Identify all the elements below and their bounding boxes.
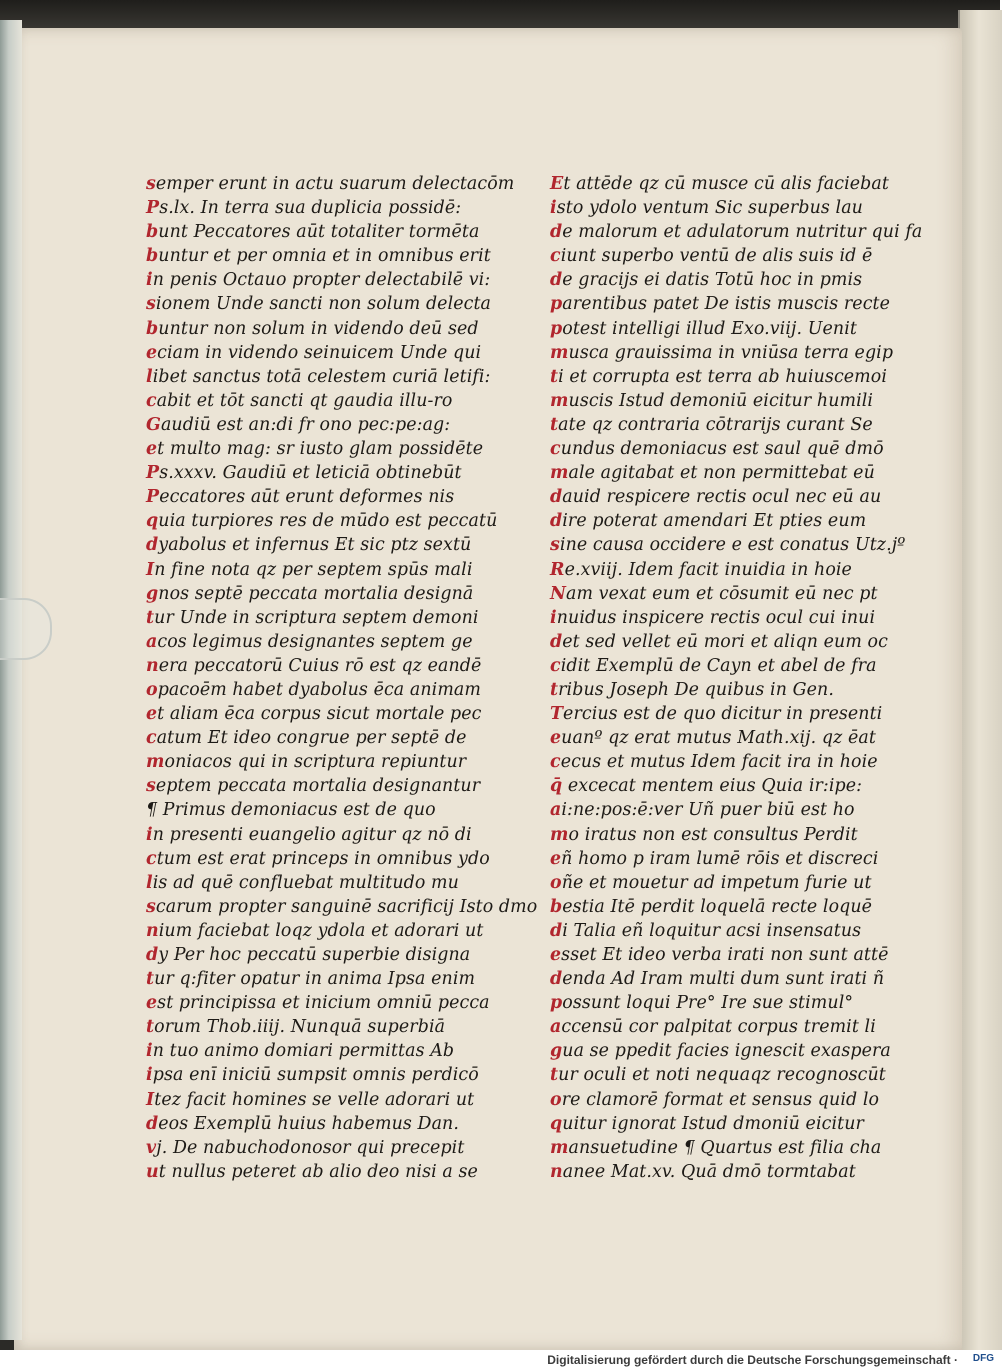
footer-bar [0,1350,1000,1370]
text-line: deos Exemplū huius habemus Dan. [146,1113,459,1134]
text-line: tur Unde in scriptura septem demoni [146,607,479,628]
text-line: opacoēm habet dyabolus ēca animam [146,679,481,700]
text-line: di Talia eñ loquitur acsi insensatus [550,920,862,941]
book-left-edge [0,20,22,1340]
text-line: eciam in videndo seinuicem Unde qui [146,342,482,363]
text-line: gnos septē peccata mortalia designā [146,583,474,604]
text-line: parentibus patet De istis muscis recte [550,294,891,315]
text-line: eñ homo p iram lumē rōis et discreci [550,848,879,869]
text-line: torum Thob.iiij. Nunquā superbiā [146,1017,446,1038]
text-line: vj. De nabuchodonosor qui precepit [146,1137,465,1158]
text-line: Ps.lx. In terra sua duplicia possidē: [146,198,462,219]
left-text-column [146,172,538,1184]
text-line: accensū cor palpitat corpus tremit li [550,1017,876,1038]
text-line: ipsa enī iniciū sumpsit omnis perdicō [146,1065,479,1086]
text-line: et multo mag: sr iusto glam possidēte [146,439,484,460]
text-line: dy Per hoc peccatū superbie disigna [146,945,471,965]
right-text-column [550,172,923,1184]
text-line: In fine nota qz per septem spūs mali [146,559,473,580]
text-line: Gaudiū est an:di fr ono pec:pe:ag: [146,414,451,435]
text-line: lis ad quē confluebat multitudo mu [146,872,459,893]
text-line: potest intelligi illud Exo.viij. Uenit [550,318,857,339]
text-line: dire poterat amendari Et pties eum [550,511,867,532]
text-line: male agitabat et non permittebat eū [550,463,875,484]
text-line: tur oculi et noti nequaqz recognoscūt [550,1065,886,1086]
text-line: ti et corrupta est terra ab huiuscemoi [550,366,887,387]
text-line: ai:ne:pos:ē:ver Uñ puer biū est ho [550,800,855,821]
text-line: quitur ignorat Istud dmoniū eicitur [550,1113,864,1134]
text-line: Tercius est de quo dicitur in presenti [550,704,883,725]
text-line: septem peccata mortalia designantur [146,776,481,797]
text-line: q̄ excecat mentem eius Quia ir:ipe: [550,776,863,797]
text-line: buntur non solum in videndo deū sed [146,318,479,339]
text-line: ¶ Primus demoniacus est de quo [146,800,436,821]
funding-credit: Digitalisierung gefördert durch die Deutsche Forschungsgemeinschaft · [547,1353,958,1367]
text-line: Re.xviij. Idem facit inuidia in hoie [550,559,852,580]
text-line: ciunt superbo ventū de alis suis id ē [550,246,873,267]
text-line: dauid respicere rectis ocul nec eū au [550,487,882,508]
text-line: est principissa et inicium omniū pecca [146,993,490,1014]
text-line: acos legimus designantes septem ge [146,631,473,652]
text-line: isto ydolo ventum Sic superbus lau [550,198,863,219]
text-line: semper erunt in actu suarum delectacōm [146,174,515,194]
text-line: de malorum et adulatorum nutritur qui fa [550,222,923,243]
text-line: gua se ppedit facies ignescit exaspera [550,1041,891,1062]
text-line: buntur et per omnia et in omnibus erit [146,246,491,267]
text-line: catum Et ideo congrue per septē de [146,728,467,749]
text-line: ore clamorē format et sensus quid lo [550,1089,880,1110]
text-line: euanº qz erat mutus Math.xij. qz ēat [550,728,876,749]
text-line: cabit et tōt sancti qt gaudia illu-ro [146,390,453,411]
text-line: muscis Istud demoniū eicitur humili [550,390,874,411]
book-page-stack [958,10,1002,1350]
text-line: in presenti euangelio agitur qz nō di [146,824,472,845]
text-line: musca grauissima in vniūsa terra egip [550,342,894,363]
text-line: tate qz contraria cōtrarijs curant Se [550,414,873,435]
text-line: nium faciebat loqz ydola et adorari ut [146,920,484,941]
text-line: cundus demoniacus est saul quē dmō [550,439,884,460]
text-line: sine causa occidere e est conatus Utz.jº [550,535,906,556]
text-line: libet sanctus totā celestem curiā letifi: [146,366,491,387]
text-line: cecus et mutus Idem facit ira in hoie [550,752,878,773]
text-line: scarum propter sanguinē sacrificij Isto dmo [146,896,538,917]
text-line: ut nullus peteret ab alio deo nisi a se [146,1161,478,1182]
text-line: cidit Exemplū de Cayn et abel de fra [550,655,877,676]
text-line: ctum est erat princeps in omnibus ydo [146,848,490,869]
text-line: Itez facit homines se velle adorari ut [146,1089,475,1110]
text-line: in tuo animo domiari permittas Ab [146,1041,455,1062]
book-clasp [0,598,52,660]
text-line: in penis Octauo propter delectabilē vi: [146,270,491,291]
text-line: possunt loqui Pre° Ire sue stimul° [550,993,854,1014]
text-line: det sed vellet eū mori et aliqn eum oc [550,631,888,652]
book-top-edge [0,0,1000,30]
text-line: Peccatores aūt erunt deformes nis [146,487,455,508]
text-line: mo iratus non est consultus Perdit [550,824,858,845]
text-line: Nam vexat eum et cōsumit eū nec pt [550,583,878,604]
text-line: quia turpiores res de mūdo est peccatū [146,511,498,532]
text-line: sionem Unde sancti non solum delecta [146,294,492,315]
text-line: oñe et mouetur ad impetum furie ut [550,872,872,893]
text-line: bunt Peccatores aūt totaliter tormēta [146,222,480,243]
text-line: bestia Itē perdit loquelā recte loquē [550,896,873,917]
text-line: dyabolus et infernus Et sic ptz sextū [146,535,472,556]
text-line: nera peccatorū Cuius rō est qz eandē [146,655,482,676]
text-line: et aliam ēca corpus sicut mortale pec [146,704,482,725]
text-line: denda Ad Iram multi dum sunt irati ñ [550,969,885,990]
text-line: nanee Mat.xv. Quā dmō tormtabat [550,1161,856,1182]
text-line: Et attēde qz cū musce cū alis faciebat [550,174,889,194]
text-line: mansuetudine ¶ Quartus est filia cha [550,1137,882,1158]
text-line: de gracijs ei datis Totū hoc in pmis [550,270,863,291]
text-line: moniacos qui in scriptura repiuntur [146,752,467,773]
text-line: Ps.xxxv. Gaudiū et leticiā obtinebūt [146,463,462,484]
text-line: inuidus inspicere rectis ocul cui inui [550,607,876,628]
text-line: esset Et ideo verba irati non sunt attē [550,945,889,965]
text-line: tur q:fiter opatur in anima Ipsa enim [146,969,476,990]
text-line: tribus Joseph De quibus in Gen. [550,679,834,700]
dfg-logo: DFG [972,1353,994,1364]
